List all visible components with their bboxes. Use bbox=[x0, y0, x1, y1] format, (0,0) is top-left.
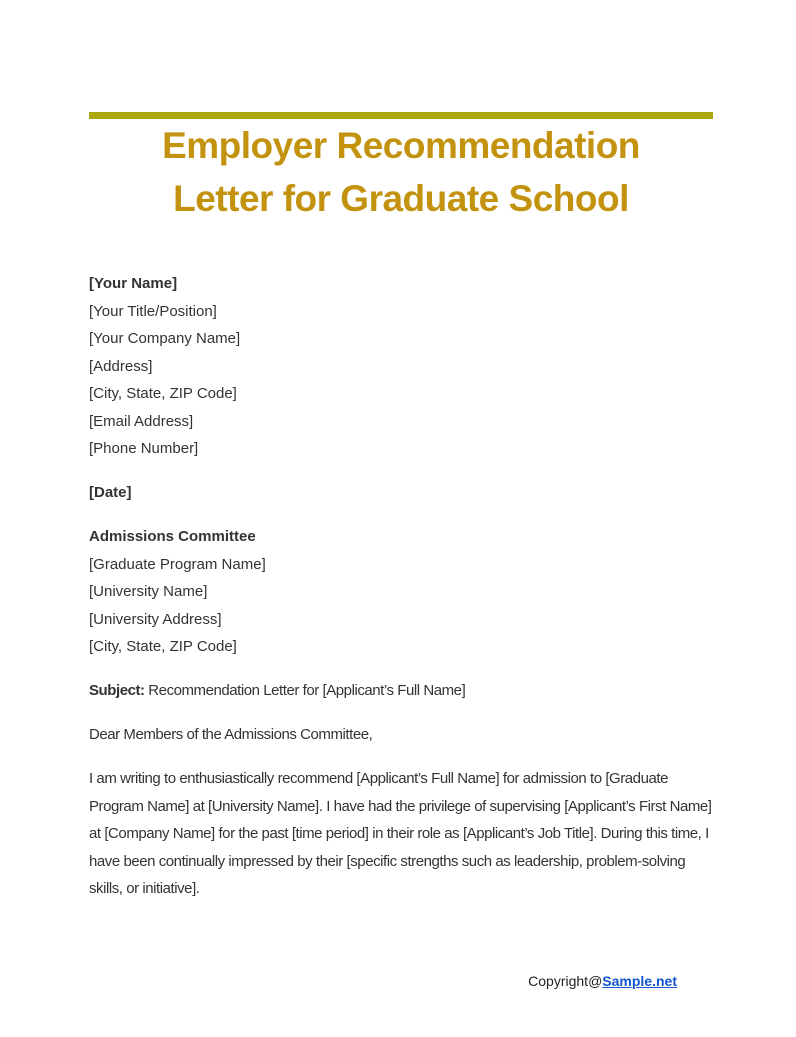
sender-address: [Address] bbox=[89, 357, 153, 375]
body-paragraph: I am writing to enthusiastically recommend [Applicant’s Full Name] for admission to [Graduate Program Name] at [University Name]. I have had the privilege of supervising [Applicant’s First Name] at [Company Name] for the past [time period] in their role as [Applicant’s Job Title]. During this time, I have been continually impressed by their [specific strengths such as leadership, problem-solving skills, or initiative]. bbox=[89, 770, 712, 897]
salutation-line bbox=[89, 721, 713, 749]
letter-body bbox=[89, 270, 713, 903]
recipient-block bbox=[89, 523, 713, 661]
date-line: [Date] bbox=[89, 484, 132, 501]
sender-name: [Your Name] bbox=[89, 275, 178, 292]
subject-line bbox=[89, 677, 713, 705]
sender-block bbox=[89, 270, 713, 463]
sender-company: [Your Company Name] bbox=[89, 330, 241, 347]
page-title-line-2: Letter for Graduate School bbox=[173, 178, 629, 219]
footer bbox=[528, 971, 677, 992]
date-block bbox=[89, 479, 713, 507]
title-divider-rule bbox=[89, 112, 713, 119]
recipient-program: [Graduate Program Name] bbox=[89, 555, 266, 573]
recipient-university-address: [University Address] bbox=[89, 610, 222, 628]
subject-text: Recommendation Letter for [Applicant’s Full Name] bbox=[148, 682, 466, 699]
recipient-university: [University Name] bbox=[89, 583, 208, 600]
sender-phone: [Phone Number] bbox=[89, 440, 199, 457]
sample-net-link[interactable]: Sample.net bbox=[602, 973, 677, 989]
sender-title: [Your Title/Position] bbox=[89, 302, 217, 320]
sender-city-state-zip: [City, State, ZIP Code] bbox=[89, 385, 237, 402]
salutation-text: Dear Members of the Admissions Committee, bbox=[89, 726, 373, 743]
recipient-heading: Admissions Committee bbox=[89, 528, 256, 545]
page-title bbox=[89, 119, 713, 225]
subject-label: Subject: bbox=[89, 682, 145, 699]
copyright-text: Copyright@ bbox=[528, 973, 603, 989]
recipient-city-state-zip: [City, State, ZIP Code] bbox=[89, 638, 237, 655]
sender-email: [Email Address] bbox=[89, 412, 194, 430]
page-title-line-1: Employer Recommendation bbox=[162, 125, 640, 166]
